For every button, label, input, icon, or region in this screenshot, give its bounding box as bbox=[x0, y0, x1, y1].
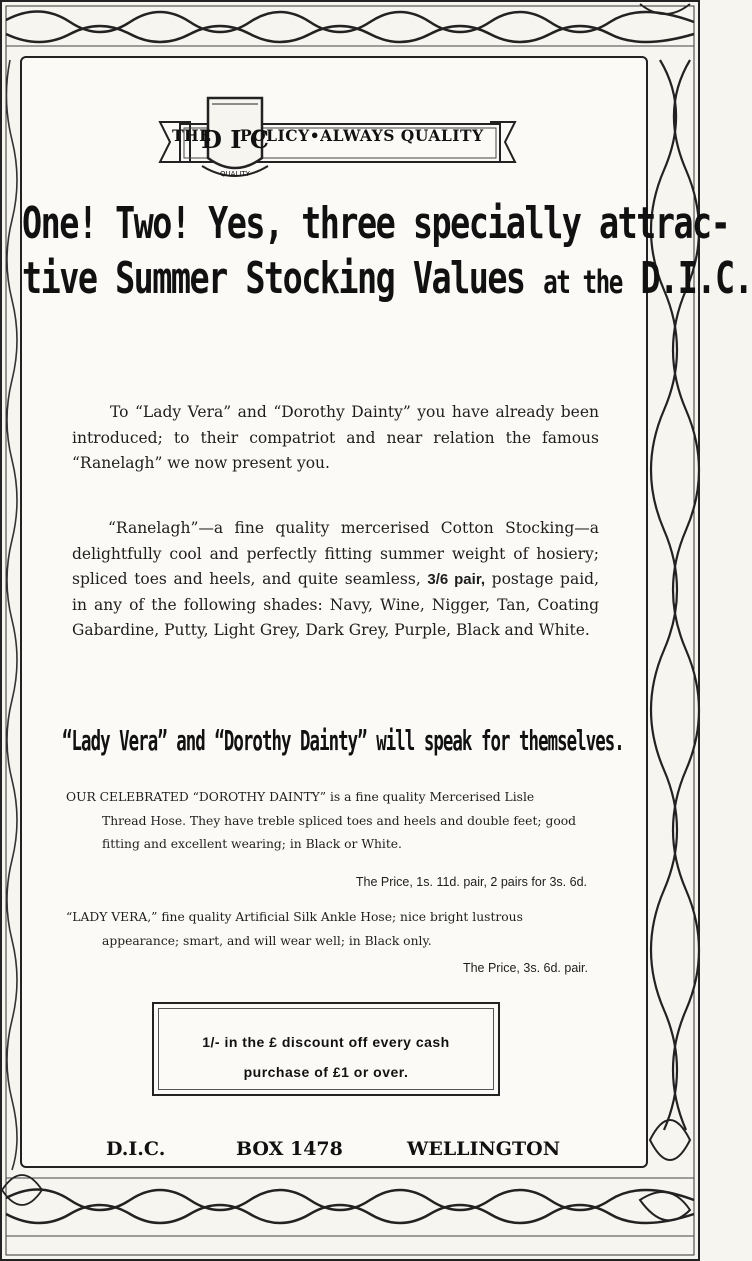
ranelagh-price: 3/6 pair, bbox=[427, 571, 485, 588]
discount-line-2: purchase of £1 or over. bbox=[243, 1064, 409, 1080]
discount-line-1: 1/- in the £ discount off every cash bbox=[202, 1034, 450, 1050]
headline-line-2-end: D.I.C. bbox=[640, 253, 752, 304]
dorothy-continuation: Thread Hose. They have treble spliced toes and heels and double feet; good fitting and excellent wearing; in Black or White. bbox=[102, 813, 577, 851]
discount-box bbox=[152, 1002, 500, 1096]
lady-vera-description bbox=[66, 906, 598, 953]
headline-line-2-small: at the bbox=[543, 263, 622, 301]
headline-line-2 bbox=[22, 251, 752, 310]
banner-the: THE bbox=[172, 126, 212, 145]
dorothy-dainty-description bbox=[66, 786, 598, 857]
ranelagh-text-after: postage paid, in any of the following shades: Navy, Wine, Nigger, Tan, Coating Gabardine, Putty, Light Grey, Dark Grey, Purple, Black and White. bbox=[72, 570, 600, 639]
headline-line-1: One! Two! Yes, three specially attrac- bbox=[22, 198, 730, 249]
dic-monogram: D I C bbox=[201, 125, 269, 154]
banner-policy: POLICY•ALWAYS QUALITY bbox=[240, 126, 484, 145]
subheading: “Lady Vera” and “Dorothy Dainty” will speak for themselves. bbox=[62, 724, 624, 757]
ranelagh-text-before: “Ranelagh”—a fine quality mercerised Cotton Stocking—a delightfully cool and perfectly fitting summer weight of hosiery; spliced toes and heels, and quite seamless, bbox=[72, 519, 599, 588]
footer-box: BOX 1478 bbox=[236, 1138, 343, 1160]
vera-continuation: appearance; smart, and will wear well; in Black only. bbox=[102, 933, 432, 948]
footer-company: D.I.C. bbox=[106, 1138, 166, 1160]
quality-ribbon-label: QUALITY bbox=[220, 170, 250, 178]
headline bbox=[22, 196, 752, 310]
dorothy-price: The Price, 1s. 11d. pair, 2 pairs for 3s. 6d. bbox=[355, 875, 587, 889]
vera-price: The Price, 3s. 6d. pair. bbox=[462, 961, 588, 975]
intro-paragraph: To “Lady Vera” and “Dorothy Dainty” you have already been introduced; to their compatriot and near relation the famous “Ranelagh” we now present you. bbox=[72, 403, 599, 472]
dorothy-first-line: OUR CELEBRATED “DOROTHY DAINTY” is a fine quality Mercerised Lisle bbox=[66, 790, 535, 804]
headline-line-2-main: tive Summer Stocking Values bbox=[22, 253, 525, 304]
footer-city: WELLINGTON bbox=[407, 1138, 561, 1160]
vera-first-line: “LADY VERA,” fine quality Artificial Silk Ankle Hose; nice bright lustrous bbox=[66, 910, 523, 924]
ranelagh-paragraph bbox=[72, 516, 599, 644]
